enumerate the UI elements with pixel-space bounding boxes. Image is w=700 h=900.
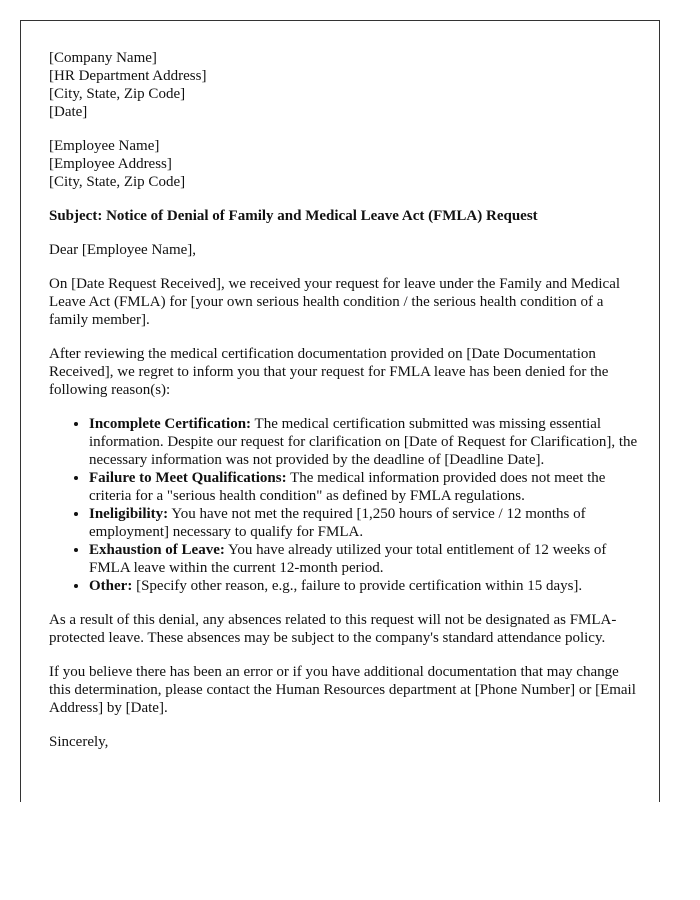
reason-title: Ineligibility:: [89, 506, 169, 522]
reason-item-failure-to-meet-qualifications: [89, 469, 639, 505]
company-name: [Company Name]: [49, 50, 157, 66]
employee-address: [Employee Address]: [49, 156, 172, 172]
hr-department-address: [HR Department Address]: [49, 68, 207, 84]
letter-date: [Date]: [49, 104, 88, 120]
reason-title: Failure to Meet Qualifications:: [89, 470, 287, 486]
reason-item-other: [89, 577, 639, 595]
recipient-address: [49, 137, 639, 191]
reason-item-ineligibility: [89, 505, 639, 541]
sender-address: [49, 49, 639, 121]
reason-item-incomplete-certification: [89, 415, 639, 469]
review-paragraph: After reviewing the medical certification documentation provided on [Date Documentation Received], we regret to inform you that your request for FMLA leave has been denied for the following reason(s):: [49, 346, 609, 398]
reason-text: The medical information provided does not meet the criteria for a "serious health condition" as defined by FMLA regulations.: [89, 470, 606, 504]
intro-paragraph: On [Date Request Received], we received your request for leave under the Family and Medical Leave Act (FMLA) for [your own serious health condition / the serious health condition of a family member].: [49, 276, 621, 328]
reason-title: Other:: [89, 578, 133, 594]
reason-title: Incomplete Certification:: [89, 416, 252, 432]
reason-text: You have not met the required [1,250 hours of service / 12 months of employment] necessary to qualify for FMLA.: [89, 506, 586, 540]
reason-item-exhaustion-of-leave: [89, 541, 639, 577]
result-paragraph: As a result of this denial, any absences related to this request will not be designated as FMLA-protected leave. These absences may be subject to the company's standard attendance policy.: [49, 612, 617, 646]
reason-text: You have already utilized your total entitlement of 12 weeks of FMLA leave within the current 12-month period.: [89, 542, 607, 576]
denial-reasons-list: [49, 415, 639, 595]
contact-paragraph: If you believe there has been an error or if you have additional documentation that may change this determination, please contact the Human Resources department at [Phone Number] or [Email Address] by [Date].: [49, 664, 636, 716]
reason-title: Exhaustion of Leave:: [89, 542, 225, 558]
employee-name: [Employee Name]: [49, 138, 160, 154]
sender-city-state-zip: [City, State, Zip Code]: [49, 86, 186, 102]
reason-text: [Specify other reason, e.g., failure to provide certification within 15 days].: [132, 578, 583, 594]
letter-content: [49, 49, 639, 767]
reason-text: The medical certification submitted was missing essential information. Despite our request for clarification on [Date of Request for Clarification], the necessary information was not provided by the deadline of [Deadline Date].: [89, 416, 638, 468]
subject-line: Subject: Notice of Denial of Family and Medical Leave Act (FMLA) Request: [49, 208, 538, 224]
salutation: Dear [Employee Name],: [49, 242, 197, 258]
recipient-city-state-zip: [City, State, Zip Code]: [49, 174, 186, 190]
letter-page: [20, 20, 660, 802]
closing: Sincerely,: [49, 734, 109, 750]
